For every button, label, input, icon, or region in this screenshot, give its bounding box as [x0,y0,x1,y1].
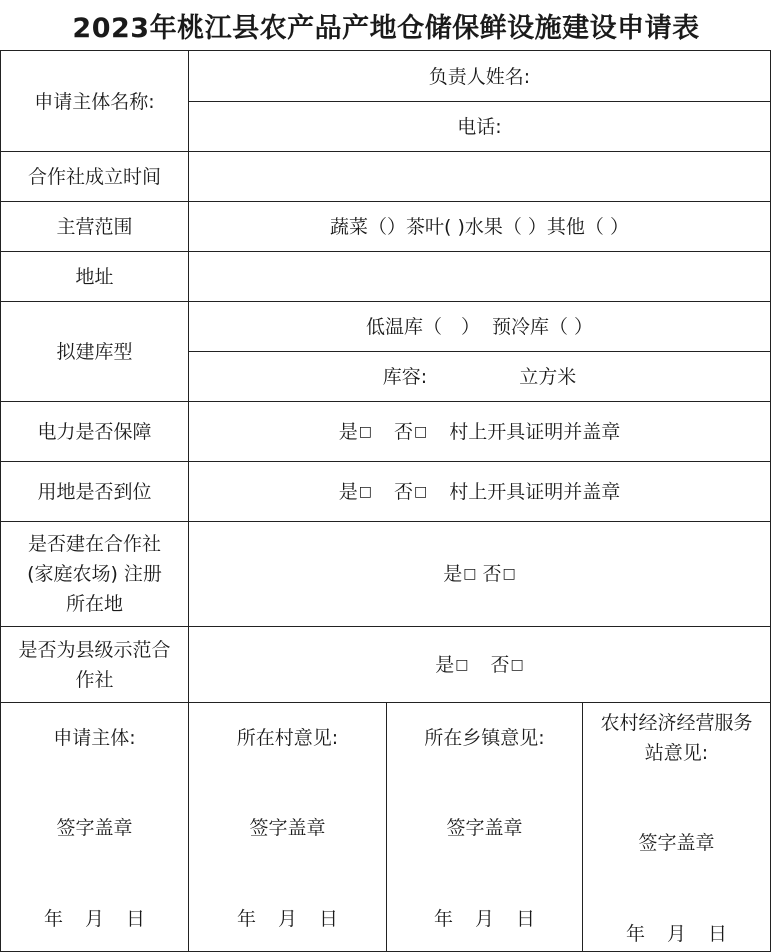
demo-cooperative-options [189,627,770,702]
date-month: 月 [84,908,104,930]
date-day: 日 [516,908,536,930]
capacity-unit: 立方米 [519,365,577,388]
yes-checkbox[interactable]: □ [455,656,469,673]
signature-station-title [583,708,770,768]
date-year: 年 [433,908,453,930]
established-time-label: 合作社成立时间 [27,165,161,188]
signature-date [583,919,770,946]
title-line: 农村经济经营服务 [600,712,753,734]
yes-option: 是 [338,480,358,503]
yes-option: 是 [435,653,455,676]
land-ready-options [189,462,770,521]
yes-checkbox[interactable]: □ [463,566,477,582]
no-option: 否 [490,653,510,676]
signature-stamp: 签字盖章 [446,817,523,839]
warehouse-type-label: 拟建库型 [56,340,133,363]
label-line: 是否为县级示范合 [18,638,171,661]
signature-township-title: 所在乡镇意见: [424,727,545,749]
address-value [189,252,770,301]
date-month: 月 [666,923,686,945]
certificate-note: 村上开具证明并盖章 [449,480,621,503]
date-day: 日 [126,908,146,930]
applicant-name-label: 申请主体名称: [34,90,155,113]
no-checkbox[interactable]: □ [510,656,524,673]
established-time-value [189,152,770,201]
yes-option: 是 [338,420,358,443]
no-option: 否 [393,420,413,443]
power-supply-options [189,402,770,461]
form-table [0,50,771,952]
business-scope-options: 蔬菜（）茶叶( )水果（ ）其他（ ） [330,215,629,238]
signature-date [387,904,582,931]
capacity-label: 库容: [382,365,428,388]
date-month: 月 [474,908,494,930]
no-checkbox[interactable]: □ [414,483,428,500]
date-day: 日 [708,923,728,945]
date-day: 日 [319,908,339,930]
title-line: 站意见: [644,742,709,764]
signature-applicant-title: 申请主体: [53,727,136,749]
label-line: (家庭农场) 注册 [27,563,162,585]
signature-stamp: 签字盖章 [249,817,326,839]
yes-option: 是 [443,563,463,585]
signature-village-title: 所在村意见: [236,727,339,749]
phone-label: 电话: [457,115,502,138]
date-year: 年 [43,908,63,930]
table-border-right [770,51,771,952]
person-in-charge-label: 负责人姓名: [428,65,531,88]
signature-stamp: 签字盖章 [56,817,133,839]
no-checkbox[interactable]: □ [502,566,516,582]
registered-location-options [189,522,770,626]
capacity-row [189,352,770,401]
date-month: 月 [277,908,297,930]
demo-cooperative-label [1,627,188,702]
certificate-note: 村上开具证明并盖章 [449,420,621,443]
no-option: 否 [393,480,413,503]
no-checkbox[interactable]: □ [414,423,428,440]
signature-date [1,904,188,931]
no-option: 否 [482,563,502,585]
land-ready-label: 用地是否到位 [37,480,152,503]
warehouse-type-options: 低温库（ ） 预冷库（ ） [365,315,594,338]
address-label: 地址 [75,265,114,288]
signature-date [189,904,386,931]
form-title: 2023年桃江县农产品产地仓储保鲜设施建设申请表 [72,12,700,44]
power-supply-label: 电力是否保障 [37,420,152,443]
date-year: 年 [236,908,256,930]
signature-stamp: 签字盖章 [638,832,715,854]
business-scope-label: 主营范围 [56,215,133,238]
yes-checkbox[interactable]: □ [358,423,372,440]
yes-checkbox[interactable]: □ [358,483,372,500]
label-line: 所在地 [65,593,123,615]
label-line: 作社 [75,668,114,691]
registered-location-label [1,522,188,626]
date-year: 年 [625,923,645,945]
label-line: 是否建在合作社 [27,533,161,555]
